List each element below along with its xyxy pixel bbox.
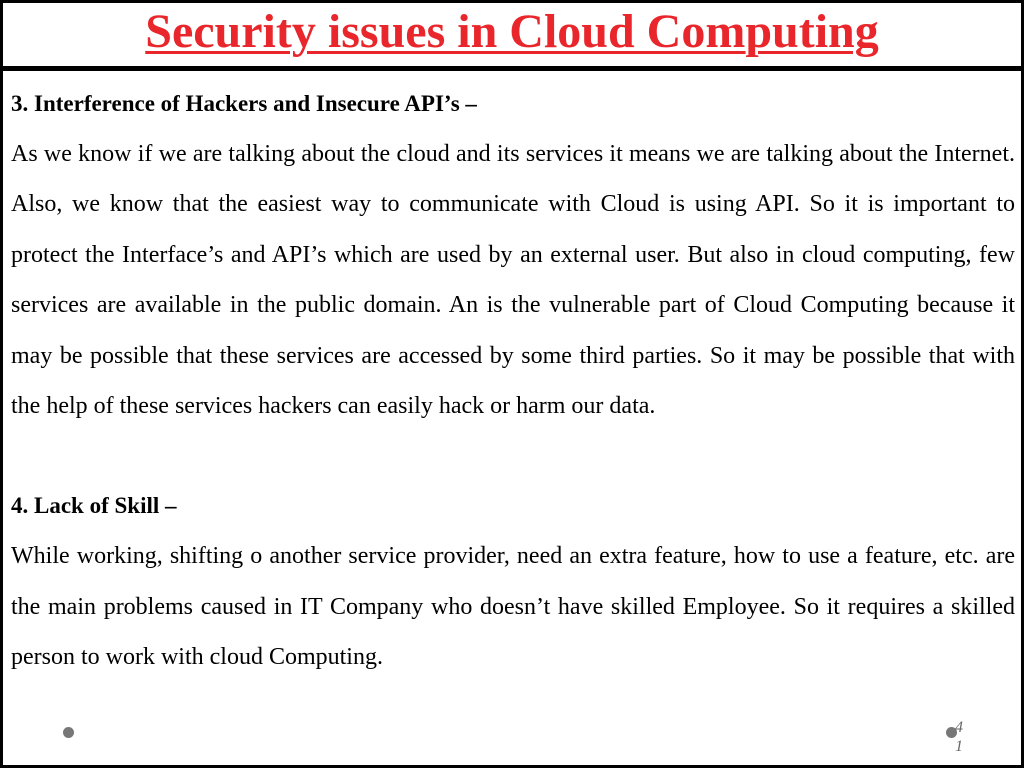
decorative-dot-left [63,727,74,738]
page-number: 41 [955,719,963,755]
slide-body [11,79,1015,683]
slide-title: Security issues in Cloud Computing [145,5,879,58]
title-bar [3,3,1021,71]
section-heading-api: 3. Interference of Hackers and Insecure API’s – [11,91,477,116]
section-heading-skill: 4. Lack of Skill – [11,493,177,519]
section-paragraph-api: As we know if we are talking about the cloud and its services it means we are talking about the Internet. Also, we know that the easiest way to communicate with Cloud is using API. So it is important to protect the Interface’s and API’s which are used by an external user. But also in cloud computing, few services are available in the public domain. An is the vulnerable part of Cloud Computing because it may be possible that these services are accessed by some third parties. So it may be possible that with the help of these services hackers can easily hack or harm our data. [11,141,1015,420]
section-paragraph-skill: While working, shifting o another service provider, need an extra feature, how to use a feature, etc. are the main problems caused in IT Company who doesn’t have skilled Employee. So it requires a skilled person to work with cloud Computing. [11,543,1015,671]
section-spacer [11,431,1015,481]
